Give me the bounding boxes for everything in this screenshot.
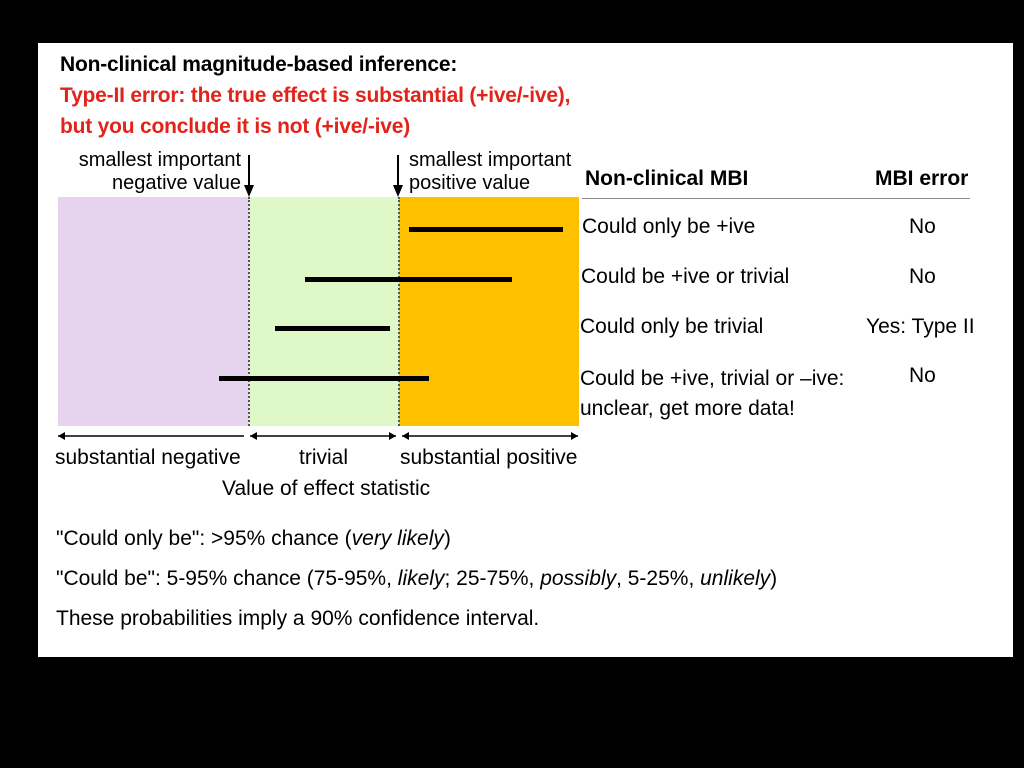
slide-subtitle-line1: Type-II error: the true effect is substantial (+ive/-ive), <box>60 84 571 107</box>
slide <box>38 43 1013 657</box>
zone-range-arrows <box>56 429 581 443</box>
table-row-2-error: No <box>909 265 936 288</box>
zone-label-trivial: trivial <box>299 446 349 469</box>
footer-line-3: These probabilities imply a 90% confidence interval. <box>56 607 540 630</box>
table-row-3-outcome: Could only be trivial <box>580 315 764 338</box>
axis-label: Value of effect statistic <box>222 477 431 500</box>
positive-threshold-arrow-icon <box>390 155 406 199</box>
table-row-4-outcome-line1: Could be +ive, trivial or –ive: <box>580 367 845 390</box>
trivial-zone <box>249 197 399 426</box>
table-row-1-outcome: Could only be +ive <box>582 215 756 238</box>
table-header-divider <box>582 198 970 199</box>
table-row-4-outcome-line2: unclear, get more data! <box>580 397 795 420</box>
slide-title: Non-clinical magnitude-based inference: <box>60 53 458 76</box>
negative-threshold-line1: smallest important <box>78 149 241 171</box>
negative-threshold-arrow-icon <box>241 155 257 199</box>
table-header-outcome: Non-clinical MBI <box>585 167 749 190</box>
positive-threshold-line1: smallest important <box>409 149 572 171</box>
footer-line-1 <box>56 527 451 551</box>
footer-line-1-post: ) <box>443 527 451 550</box>
negative-threshold-annotation <box>78 149 241 195</box>
slide-subtitle-line2: but you conclude it is not (+ive/-ive) <box>60 115 411 138</box>
zone-label-negative: substantial negative <box>55 446 241 469</box>
footer-line-2-pre: "Could be": 5-95% chance (75-95%, <box>56 567 398 590</box>
negative-threshold-line <box>248 197 250 426</box>
substantial-negative-zone <box>58 197 249 426</box>
table-header-error: MBI error <box>875 167 969 190</box>
table-row-1-error: No <box>909 215 936 238</box>
footer-line-2 <box>56 567 777 591</box>
footer-line-2-mid-1: ; 25-75%, <box>444 567 541 590</box>
footer-line-2-italic-1: likely <box>397 567 445 590</box>
negative-threshold-line2: negative value <box>112 172 241 194</box>
zone-label-positive: substantial positive <box>400 446 578 469</box>
ci-bar-row3 <box>275 326 390 331</box>
table-row-4-error: No <box>909 364 936 387</box>
footer-line-2-italic-3: unlikely <box>700 567 771 590</box>
positive-threshold-line <box>398 197 400 426</box>
footer-line-1-pre: "Could only be": >95% chance ( <box>56 527 352 550</box>
positive-threshold-line2: positive value <box>409 172 531 194</box>
ci-bar-row4 <box>219 376 429 381</box>
footer-line-1-italic: very likely <box>351 527 444 550</box>
footer-line-2-mid-2: , 5-25%, <box>616 567 701 590</box>
footer-line-2-italic-2: possibly <box>540 567 617 590</box>
ci-bar-row1 <box>409 227 563 232</box>
positive-threshold-annotation <box>409 149 571 195</box>
footer-line-2-post: ) <box>770 567 778 590</box>
table-row-4-outcome <box>580 364 844 424</box>
table-row-3-error: Yes: Type II <box>866 315 975 338</box>
ci-bar-row2 <box>305 277 512 282</box>
table-row-2-outcome: Could be +ive or trivial <box>581 265 790 288</box>
